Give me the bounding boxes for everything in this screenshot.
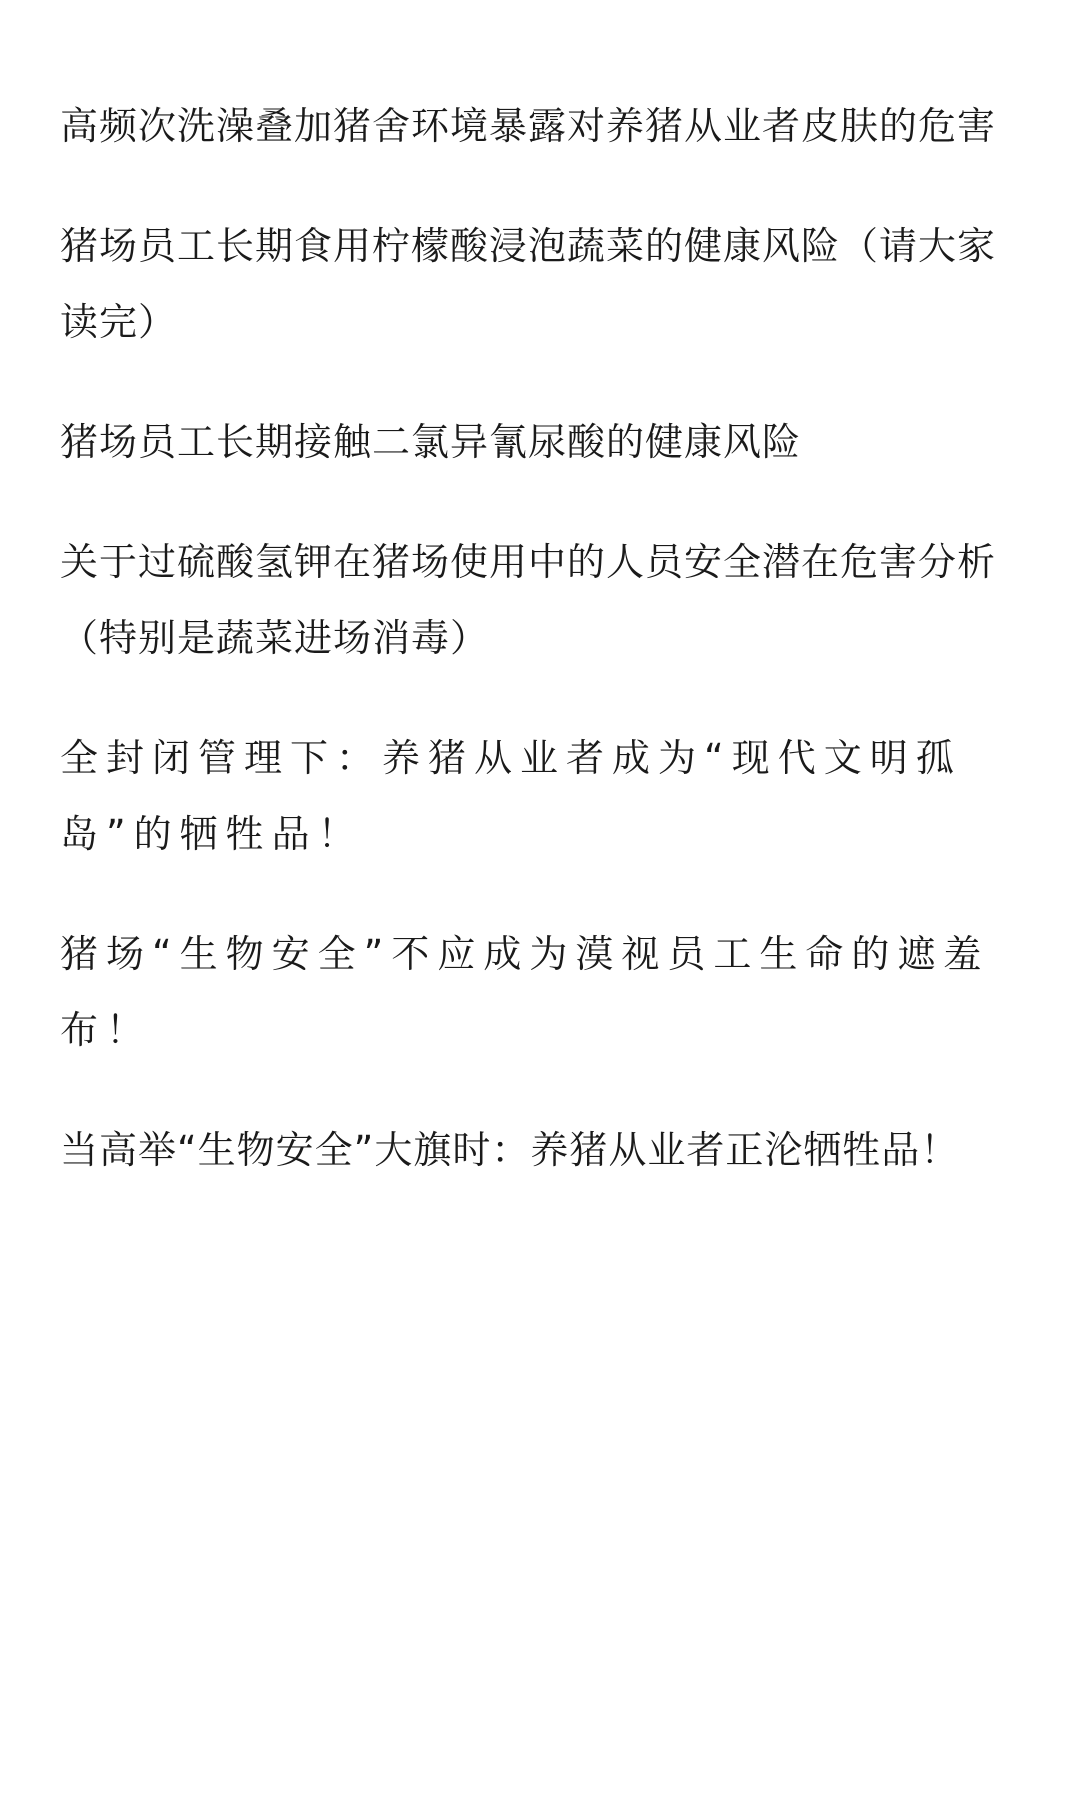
- article-link-dichloroisocyanurate-risk[interactable]: 猪场员工长期接触二氯异氰尿酸的健康风险: [60, 420, 802, 464]
- article-link-skin-hazard[interactable]: 高频次洗澡叠加猪舍环境暴露对养猪从业者皮肤的危害: [60, 104, 997, 148]
- article-link-citric-acid-risk[interactable]: 猪场员工长期食用柠檬酸浸泡蔬菜的健康风险（请大家读完）: [60, 224, 997, 344]
- article-link-biosecurity-fig-leaf[interactable]: 猪场“生物安全”不应成为漠视员工生命的遮羞布！: [60, 932, 990, 1052]
- article-link-biosecurity-banner[interactable]: 当高举“生物安全”大旗时：养猪从业者正沦牺牲品！: [60, 1128, 960, 1172]
- article-link-potassium-persulfate-analysis[interactable]: 关于过硫酸氢钾在猪场使用中的人员安全潜在危害分析（特别是蔬菜进场消毒）: [60, 540, 997, 660]
- article-link-isolated-island[interactable]: 全封闭管理下：养猪从业者成为“现代文明孤岛”的牺牲品！: [60, 736, 962, 856]
